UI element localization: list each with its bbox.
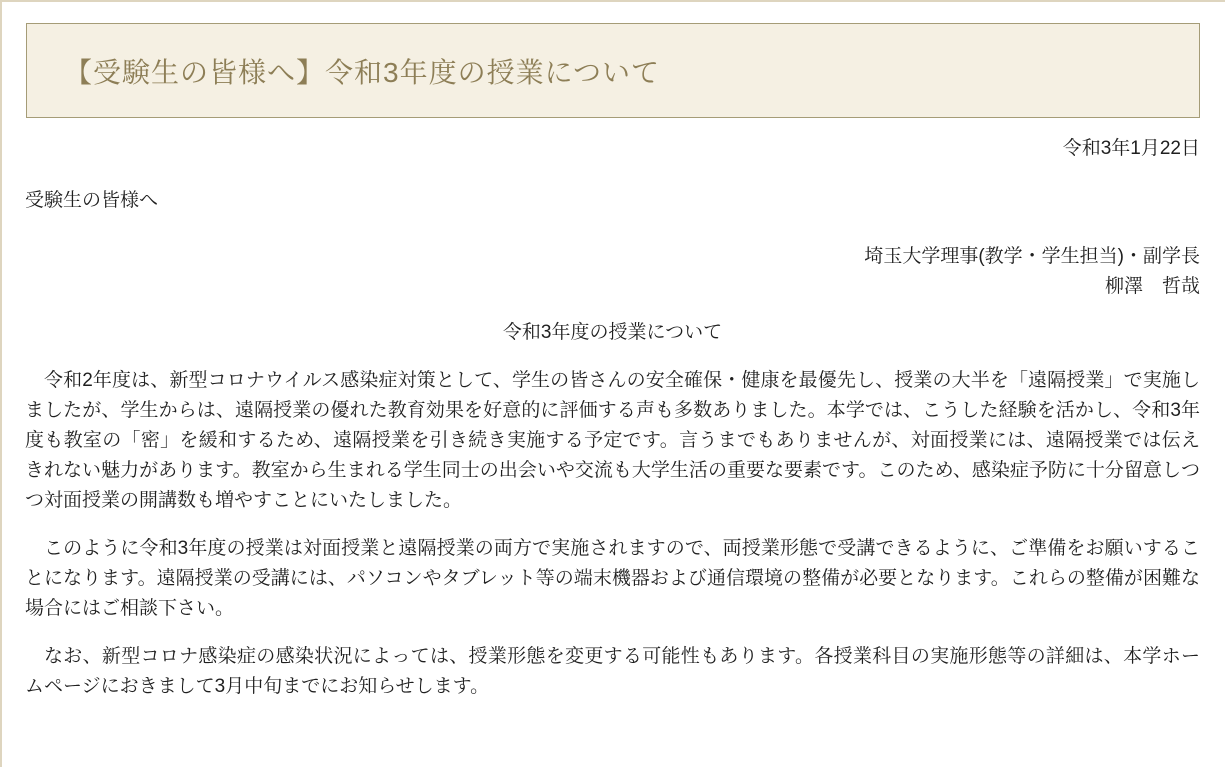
page-title: 【受験生の皆様へ】令和3年度の授業について bbox=[64, 56, 661, 88]
body-paragraph: このように令和3年度の授業は対面授業と遠隔授業の両方で実施されますので、両授業形態で受講できるように、ご準備をお願いすることになります。遠隔授業の受講には、パソコンやタブレット等の端末機器および通信環境の整備が必要となります。これらの整備が困難な場合にはご相談下さい。 bbox=[25, 538, 1200, 619]
body-paragraph: 令和2年度は、新型コロナウイルス感染症対策として、学生の皆さんの安全確保・健康を最優先し、授業の大半を「遠隔授業」で実施しましたが、学生からは、遠隔授業の優れた教育効果を好意的に評価する声も多数ありました。本学では、こうした経験を活かし、令和3年度も教室の「密」を緩和するため、遠隔授業を引き続き実施する予定です。言うまでもありませんが、対面授業には、遠隔授業では伝えきれない魅力があります。教室から生まれる学生同士の出会いや交流も大学生活の重要な要素です。このため、感染症予防に十分留意しつつ対面授業の開講数も増やすことにいたしました。 bbox=[25, 370, 1200, 511]
document-body bbox=[25, 134, 1200, 702]
addressee: 受験生の皆様へ bbox=[25, 190, 159, 211]
signature-name: 柳澤 哲哉 bbox=[1104, 276, 1200, 297]
document-date: 令和3年1月22日 bbox=[1062, 138, 1200, 159]
signature-block bbox=[25, 242, 1200, 302]
document-title: 令和3年度の授業について bbox=[502, 322, 723, 343]
body-paragraph: なお、新型コロナ感染症の感染状況によっては、授業形態を変更する可能性もあります。各授業科目の実施形態等の詳細は、本学ホームページにおきまして3月中旬までにお知らせします。 bbox=[25, 646, 1200, 697]
signature-title: 埼玉大学理事(教学・学生担当)・副学長 bbox=[864, 246, 1200, 267]
notice-header-banner bbox=[26, 23, 1200, 118]
